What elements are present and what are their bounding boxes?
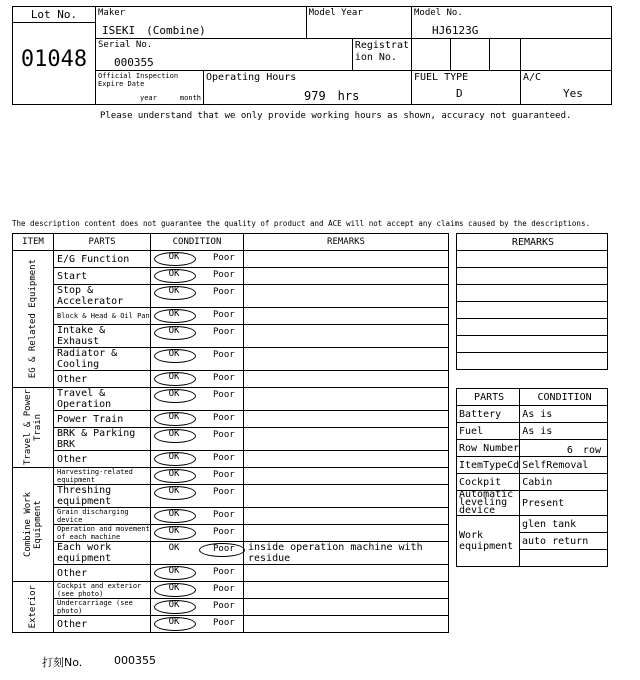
part-name: Threshing equipment — [54, 485, 151, 508]
poor-option: Poor — [213, 413, 235, 423]
side-parts-table — [456, 388, 608, 491]
table-row — [13, 508, 449, 525]
table-row — [13, 268, 449, 285]
item-group-cell — [13, 251, 54, 388]
table-row — [13, 525, 449, 542]
remark-cell — [244, 325, 449, 348]
table-row — [13, 251, 449, 268]
table-row — [13, 468, 449, 485]
serial-cell — [96, 39, 353, 71]
remark-cell — [244, 616, 449, 633]
poor-option: Poor — [213, 527, 235, 537]
registration-label: Registrat ion No. — [354, 40, 409, 63]
side-remark-line — [457, 319, 608, 336]
condition-cell — [151, 348, 244, 371]
side-remark-line — [457, 302, 608, 319]
item-header: ITEM — [13, 234, 54, 251]
table-row — [13, 565, 449, 582]
maker-label: Maker — [98, 8, 126, 18]
poor-option: Poor — [213, 253, 235, 263]
remark-cell — [244, 285, 449, 308]
remark-cell — [244, 565, 449, 582]
auto-leveling-label: Automatic leveling device — [457, 491, 520, 516]
side-remark-line — [457, 268, 608, 285]
condition-cell — [151, 542, 244, 565]
item-group-cell — [13, 582, 54, 633]
ac-label: A/C — [523, 72, 542, 83]
header-table — [12, 6, 612, 105]
ac-value: Yes — [563, 87, 583, 100]
remark-cell — [244, 428, 449, 451]
ok-option: OK — [168, 600, 180, 610]
table-row — [13, 582, 449, 599]
ac-cell — [521, 71, 612, 105]
month-label: month — [179, 94, 201, 102]
item-group-label: Combine Work Equipment — [23, 491, 43, 558]
battery-value: As is — [520, 406, 608, 423]
row-number-label: Row Number — [457, 440, 520, 457]
part-name: Other — [54, 371, 151, 388]
ok-option: OK — [168, 389, 180, 399]
model-no-value: HJ6123G — [432, 24, 479, 37]
condition-cell — [151, 565, 244, 582]
poor-option: Poor — [213, 510, 235, 520]
poor-option: Poor — [213, 470, 235, 480]
part-name: Other — [54, 451, 151, 468]
ok-option: OK — [168, 309, 180, 319]
itemtype-label: ItemTypeCd — [457, 457, 520, 474]
table-row — [13, 542, 449, 565]
ok-option: OK — [168, 429, 180, 439]
remark-cell — [244, 308, 449, 325]
part-name: Start — [54, 268, 151, 285]
table-row — [13, 308, 449, 325]
remark-cell: inside operation machine with residue — [244, 542, 449, 565]
table-row — [13, 285, 449, 308]
table-row — [13, 428, 449, 451]
remark-cell — [244, 388, 449, 411]
reg-box-3 — [490, 39, 521, 71]
side-equipment-table — [456, 490, 608, 567]
part-name: Block & Head & Oil Pan — [54, 308, 151, 325]
poor-option: Poor — [213, 390, 235, 400]
lot-cell — [13, 7, 96, 105]
hours-label: Operating Hours — [206, 72, 297, 83]
table-row — [13, 371, 449, 388]
cockpit-value: Cabin — [520, 474, 608, 491]
condition-cell — [151, 582, 244, 599]
remark-cell — [244, 485, 449, 508]
condition-cell — [151, 616, 244, 633]
hours-value: 979 hrs — [304, 89, 360, 103]
poor-option: Poor — [213, 270, 235, 280]
work-value-1: glen tank — [520, 516, 608, 533]
stamp-value: 000355 — [114, 654, 156, 667]
part-name: Each work equipment — [54, 542, 151, 565]
condition-header: CONDITION — [151, 234, 244, 251]
parts-condition-table — [12, 233, 449, 633]
part-name: Travel & Operation — [54, 388, 151, 411]
part-name: Grain discharging device — [54, 508, 151, 525]
part-name: Other — [54, 616, 151, 633]
table-row — [13, 325, 449, 348]
model-year-label: Model Year — [308, 8, 363, 18]
side-condition-header: CONDITION — [520, 389, 608, 406]
ok-option: OK — [168, 583, 180, 593]
poor-option: Poor — [213, 350, 235, 360]
inspection-cell — [96, 71, 204, 105]
table-row — [13, 485, 449, 508]
poor-option: Poor — [213, 287, 235, 297]
remark-cell — [244, 371, 449, 388]
poor-option: Poor — [213, 584, 235, 594]
ok-option: OK — [168, 509, 180, 519]
condition-cell — [151, 308, 244, 325]
reg-box-2 — [451, 39, 490, 71]
fuel-value: As is — [520, 423, 608, 440]
poor-option: Poor — [213, 453, 235, 463]
condition-cell — [151, 285, 244, 308]
part-name: Power Train — [54, 411, 151, 428]
part-name: E/G Function — [54, 251, 151, 268]
remark-cell — [244, 268, 449, 285]
poor-option: Poor — [213, 487, 235, 497]
ok-option: OK — [168, 412, 180, 422]
model-no-label: Model No. — [414, 8, 463, 18]
serial-label: Serial No. — [98, 40, 153, 50]
remark-cell — [244, 251, 449, 268]
fuel-type-cell — [412, 71, 521, 105]
ok-option: OK — [168, 372, 180, 382]
part-name: BRK & Parking BRK — [54, 428, 151, 451]
inspection-label: Official Inspection Expire Date — [98, 72, 179, 88]
poor-option: Poor — [213, 544, 235, 554]
item-group-cell — [13, 388, 54, 468]
ok-option: OK — [168, 543, 180, 553]
part-name: Radiator & Cooling — [54, 348, 151, 371]
reg-box-1 — [412, 39, 451, 71]
poor-option: Poor — [213, 327, 235, 337]
ok-option: OK — [168, 349, 180, 359]
cockpit-label: Cockpit — [457, 474, 520, 491]
remark-cell — [244, 411, 449, 428]
remark-cell — [244, 525, 449, 542]
side-remarks-table — [456, 233, 608, 370]
poor-option: Poor — [213, 373, 235, 383]
remark-cell — [244, 599, 449, 616]
condition-cell — [151, 371, 244, 388]
fuel-label: Fuel — [457, 423, 520, 440]
fuel-type-value: D — [456, 87, 463, 100]
table-row — [13, 451, 449, 468]
reg-box-4 — [521, 39, 612, 71]
itemtype-value: SelfRemoval — [520, 457, 608, 474]
remarks-header: REMARKS — [244, 234, 449, 251]
parts-header: PARTS — [54, 234, 151, 251]
table-row — [13, 616, 449, 633]
battery-label: Battery — [457, 406, 520, 423]
ok-option: OK — [168, 326, 180, 336]
remark-cell — [244, 348, 449, 371]
poor-option: Poor — [213, 601, 235, 611]
part-name: Harvesting-related equipment — [54, 468, 151, 485]
ok-option: OK — [168, 286, 180, 296]
fuel-type-label: FUEL TYPE — [414, 72, 469, 83]
remark-cell — [244, 582, 449, 599]
row-number-value: 6 row — [520, 440, 608, 457]
part-name: Other — [54, 565, 151, 582]
registration-cell — [352, 39, 411, 71]
part-name: Undercarriage (see photo) — [54, 599, 151, 616]
parts-body — [13, 251, 449, 633]
model-no-cell — [412, 7, 612, 39]
condition-cell — [151, 428, 244, 451]
table-row — [13, 411, 449, 428]
side-parts-header: PARTS — [457, 389, 520, 406]
ok-option: OK — [168, 452, 180, 462]
condition-cell — [151, 468, 244, 485]
maker-value: ISEKI (Combine) — [102, 24, 206, 37]
side-remark-line — [457, 285, 608, 302]
condition-cell — [151, 485, 244, 508]
poor-option: Poor — [213, 618, 235, 628]
part-name: Operation and movement of each machine — [54, 525, 151, 542]
item-group-label: Travel & Power Train — [23, 389, 43, 466]
condition-cell — [151, 251, 244, 268]
condition-cell — [151, 508, 244, 525]
ok-option: OK — [168, 566, 180, 576]
ok-option: OK — [168, 252, 180, 262]
serial-value: 000355 — [114, 56, 154, 69]
side-remarks-header: REMARKS — [457, 234, 608, 251]
hours-note: Please understand that we only provide working hours as shown, accuracy not guaranteed. — [100, 111, 572, 121]
condition-cell — [151, 268, 244, 285]
part-name: Intake & Exhaust — [54, 325, 151, 348]
model-year-cell — [306, 7, 411, 39]
year-label: year — [140, 94, 157, 102]
part-name: Cockpit and exterior (see photo) — [54, 582, 151, 599]
item-group-label: EG & Related Equipment — [28, 259, 38, 379]
lot-number: 01048 — [20, 47, 88, 72]
remark-cell — [244, 451, 449, 468]
disclaimer: The description content does not guarantee the quality of product and ACE will not accept any claims caused by the descriptions. — [12, 219, 590, 228]
condition-cell — [151, 599, 244, 616]
side-remark-line — [457, 353, 608, 370]
condition-cell — [151, 325, 244, 348]
poor-option: Poor — [213, 310, 235, 320]
work-equipment-label: Work equipment — [457, 516, 520, 567]
ok-option: OK — [168, 617, 180, 627]
condition-cell — [151, 411, 244, 428]
table-row — [13, 388, 449, 411]
ok-option: OK — [168, 526, 180, 536]
side-remark-line — [457, 336, 608, 353]
table-row — [13, 348, 449, 371]
part-name: Stop & Accelerator — [54, 285, 151, 308]
side-remark-line — [457, 251, 608, 268]
item-group-label: Exterior — [28, 585, 38, 629]
item-group-cell — [13, 468, 54, 582]
work-value-2: auto return — [520, 533, 608, 550]
lot-label: Lot No. — [13, 7, 95, 23]
auto-leveling-value: Present — [520, 491, 608, 516]
ok-option: OK — [168, 486, 180, 496]
remark-cell — [244, 468, 449, 485]
ok-option: OK — [168, 269, 180, 279]
poor-option: Poor — [213, 430, 235, 440]
condition-cell — [151, 451, 244, 468]
poor-option: Poor — [213, 567, 235, 577]
hours-cell — [204, 71, 412, 105]
condition-cell — [151, 388, 244, 411]
table-row — [13, 599, 449, 616]
work-value-3 — [520, 550, 608, 567]
remark-cell — [244, 508, 449, 525]
stamp-label: 打刻No. — [42, 656, 83, 669]
ok-option: OK — [168, 469, 180, 479]
maker-cell — [96, 7, 307, 39]
condition-cell — [151, 525, 244, 542]
